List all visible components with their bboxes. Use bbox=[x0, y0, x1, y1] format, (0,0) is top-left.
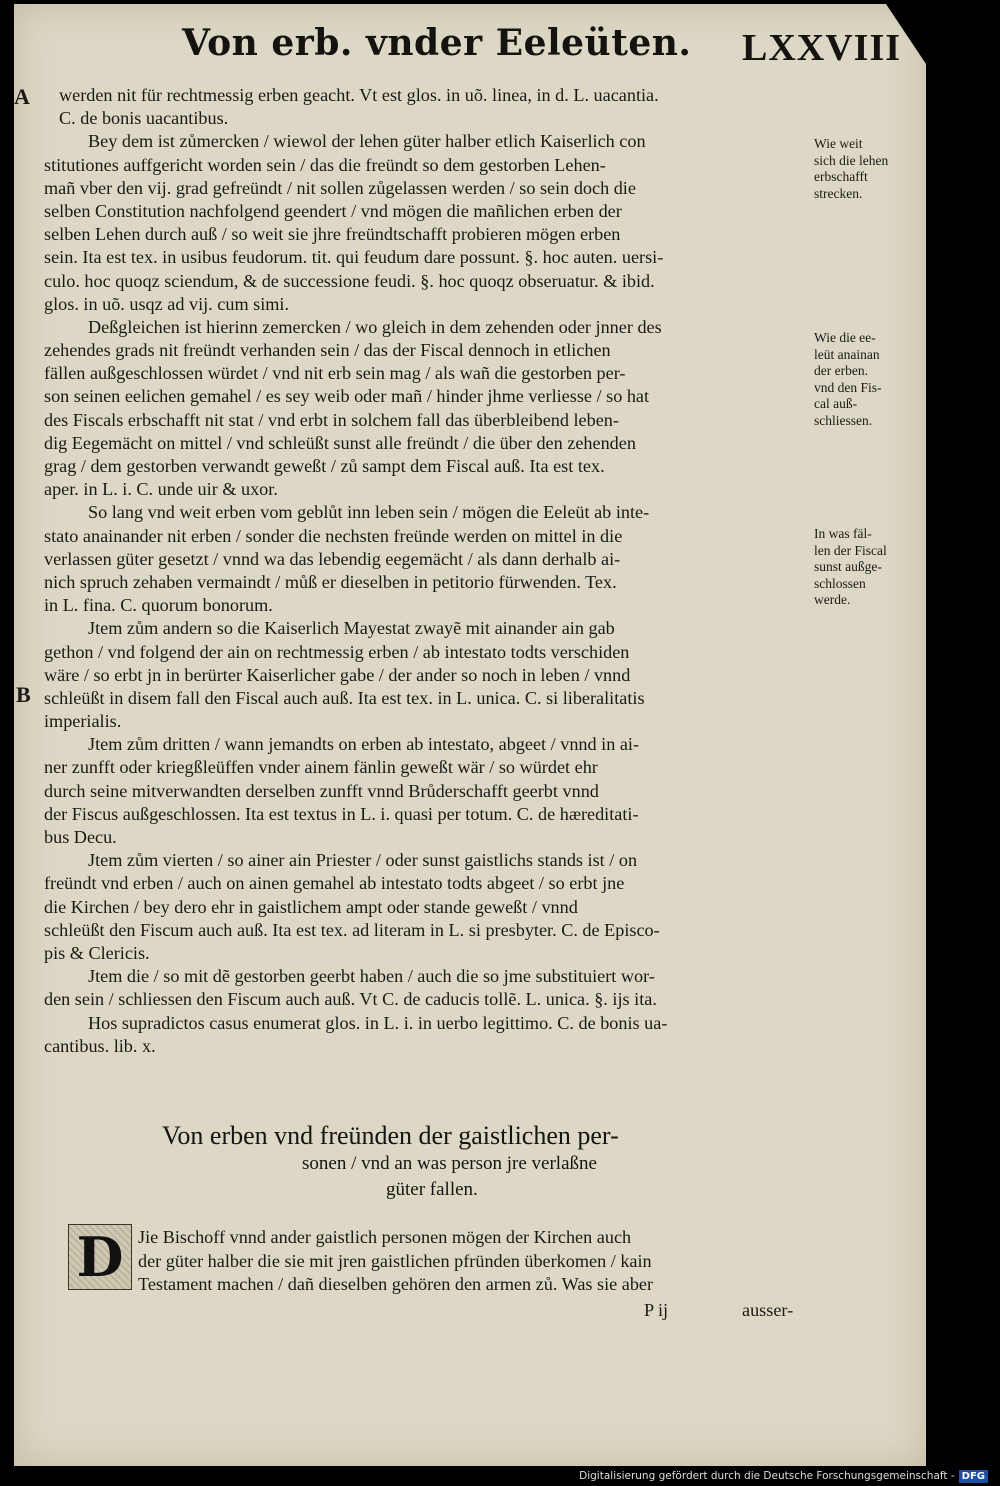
marginal-note-line: Wie die ee- bbox=[814, 330, 876, 345]
marginal-note-line: sunst außge- bbox=[814, 559, 882, 574]
text-line: selben Lehen durch auß / so weit sie jhre freündtschafft probieren mögen erben bbox=[44, 224, 621, 245]
dfg-logo: DFG bbox=[959, 1470, 988, 1483]
text-line: zehendes grads nit freündt verhanden sein / das der Fiscal dennoch in etlichen bbox=[44, 340, 611, 361]
marginal-note bbox=[814, 526, 924, 609]
text-line: Jtem die / so mit dẽ gestorben geerbt haben / auch die so jme substituiert wor- bbox=[88, 966, 655, 987]
text-line: den sein / schliessen den Fiscum auch auß. Vt C. de caducis tollẽ. L. unica. §. ijs ita. bbox=[44, 989, 657, 1010]
marginal-note-line: erbschafft bbox=[814, 169, 868, 184]
text-line: C. de bonis uacantibus. bbox=[59, 108, 229, 129]
text-line: stitutiones auffgericht worden sein / das die freündt so dem gestorben Lehen- bbox=[44, 154, 606, 175]
text-line: Bey dem ist zůmercken / wiewol der lehen güter halber etlich Kaiserlich con bbox=[88, 131, 646, 152]
footer-credit-text: Digitalisierung gefördert durch die Deutsche Forschungsgemeinschaft - bbox=[579, 1470, 955, 1482]
text-line: Jtem zům vierten / so ainer ain Priester / oder sunst gaistlichs stands ist / on bbox=[88, 850, 638, 871]
text-line: grag / dem gestorben verwandt geweßt / zů sampt dem Fiscal auß. Ita est tex. bbox=[44, 456, 605, 476]
signature-mark: P ij bbox=[644, 1300, 669, 1320]
text-line: Jtem zům andern so die Kaiserlich Mayestat zwayẽ mit ainander ain gab bbox=[88, 618, 615, 639]
text-line: der güter halber die sie mit jren gaistlichen pfründen überkomen / kain bbox=[138, 1250, 652, 1271]
text-line: schleüßt den Fiscum auch auß. Ita est tex. ad literam in L. si presbyter. C. de Episco- bbox=[44, 919, 660, 940]
text-line: cantibus. lib. x. bbox=[44, 1035, 156, 1056]
margin-siglum-b: B bbox=[16, 682, 31, 707]
text-line: pis & Clericis. bbox=[44, 942, 150, 963]
marginal-note-line: schlossen bbox=[814, 575, 866, 591]
text-line: gethon / vnd folgend der ain on rechtmessig erben / ab intestato todts verschiden bbox=[44, 641, 630, 662]
text-line: sein. Ita est tex. in usibus feudorum. tit. qui feudum dare possunt. §. hoc auten. uersi- bbox=[44, 247, 664, 268]
text-line: in L. fina. C. quorum bonorum. bbox=[44, 595, 273, 616]
main-text-block bbox=[44, 84, 819, 1058]
text-line: der Fiscus außgeschlossen. Ita est textus in L. i. quasi per totum. C. de hæreditati- bbox=[44, 803, 639, 824]
marginal-note-line: cal auß- bbox=[814, 396, 858, 411]
text-line: bus Decu. bbox=[44, 827, 117, 847]
section-heading-line1: Von erben vnd freünden der gaistlichen per- bbox=[162, 1121, 619, 1150]
text-line: aper. in L. i. C. unde uir & uxor. bbox=[44, 479, 278, 500]
text-line: selben Constitution nachfolgend geendert / vnd mögen die mañlichen erben der bbox=[44, 200, 622, 221]
text-line: So lang vnd weit erben vom geblůt inn leben sein / mögen die Eeleüt ab inte- bbox=[88, 502, 650, 523]
text-line: nich spruch zehaben vermaindt / můß er dieselben in petitorio fürwenden. Tex. bbox=[44, 571, 617, 592]
text-line: son seinen eelichen gemahel / es sey weib oder mañ / hinder jhme verliesse / so hat bbox=[44, 386, 650, 407]
marginal-note-line: strecken. bbox=[814, 185, 863, 201]
text-line: wäre / so erbt jn in berürter Kaiserlicher gabe / der ander so noch in leben / vnnd bbox=[44, 664, 631, 685]
text-line: culo. hoc quoqz sciendum, & de successione feudi. §. hoc quoqz obseruatur. & ibid. bbox=[44, 270, 655, 291]
text-line: Hos supradictos casus enumerat glos. in L. i. in uerbo legittimo. C. de bonis ua- bbox=[88, 1012, 668, 1033]
marginal-note-line: Wie weit bbox=[814, 136, 863, 151]
section-heading-line2: sonen / vnd an was person jre verlaßne bbox=[302, 1153, 597, 1174]
book-page bbox=[14, 4, 926, 1466]
text-line: werden nit für rechtmessig erben geacht. Vt est glos. in uõ. linea, in d. L. uacantia. bbox=[59, 85, 659, 105]
text-line: freündt vnd erben / auch on ainen gemahel ab intestato todts abgeet / so erbt jne bbox=[44, 873, 625, 894]
marginal-note-line: schliessen. bbox=[814, 412, 873, 428]
text-line: die Kirchen / bey dero ehr in gaistlichem ampt oder stande geweßt / vnnd bbox=[44, 896, 578, 917]
margin-siglum-a: A bbox=[14, 84, 30, 109]
footer-credit-bar bbox=[0, 1466, 1000, 1486]
folio-number: LXXVIII bbox=[742, 27, 902, 69]
text-line: imperialis. bbox=[44, 711, 122, 732]
text-line: durch seine mitverwandten derselben zunfft vnnd Brůderschafft geerbt vnnd bbox=[44, 780, 599, 801]
text-line: fällen außgeschlossen würdet / vnd nit erb sein mag / als wañ die gestorben per- bbox=[44, 363, 626, 384]
text-line: glos. in uõ. usqz ad vij. cum simi. bbox=[44, 293, 290, 314]
text-line: Jtem zům dritten / wann jemandts on erben ab intestato, abgeet / vnnd in ai- bbox=[88, 734, 640, 755]
running-title: Von erb. vnder Eeleüten. bbox=[182, 22, 692, 64]
text-line: dig Eegemächt on mittel / vnd schleüßt sunst alle freündt / die über den zehenden bbox=[44, 432, 636, 453]
text-line: Deßgleichen ist hierinn zemercken / wo gleich in dem zehenden oder jnner des bbox=[88, 316, 662, 337]
marginal-note-line: vnd den Fis- bbox=[814, 379, 882, 395]
marginal-note-line: werde. bbox=[814, 592, 851, 607]
text-line: Testament machen / dañ dieselben gehören den armen zů. Was sie aber bbox=[138, 1274, 654, 1294]
marginal-note-line: In was fäl- bbox=[814, 526, 872, 541]
text-line: des Fiscals erbschafft nit stat / vnd erbt in solchem fall das überbleibend leben- bbox=[44, 409, 619, 430]
marginal-note-line: der erben. bbox=[814, 363, 868, 378]
drop-cap-initial: D bbox=[68, 1224, 132, 1290]
marginal-note-line: sich die lehen bbox=[814, 152, 889, 168]
text-line: verlassen güter gesetzt / vnnd wa das lebendig eegemächt / als dann derhalb ai- bbox=[44, 548, 621, 569]
text-line: Jie Bischoff vnnd ander gaistlich personen mögen der Kirchen auch bbox=[138, 1227, 632, 1247]
text-line: schleüßt in disem fall den Fiscal auch auß. Ita est tex. in L. unica. C. si liberalitatis bbox=[44, 687, 645, 708]
catchword: ausser- bbox=[742, 1300, 794, 1320]
marginal-note bbox=[814, 136, 924, 202]
text-line: mañ vber den vij. grad gefreündt / nit sollen zůgelassen werden / so sein doch die bbox=[44, 177, 636, 198]
text-line: ner zunfft oder kriegßleüffen vnder ainem fänlin geweßt wär / so würdet ehr bbox=[44, 757, 598, 778]
marginal-note-line: len der Fiscal bbox=[814, 542, 887, 558]
marginal-note-line: leüt anainan bbox=[814, 346, 880, 362]
section-text-block bbox=[138, 1226, 828, 1297]
text-line: stato anainander nit erben / sonder die nechsten freünde werden on mittel in die bbox=[44, 525, 623, 546]
section-heading bbox=[162, 1120, 782, 1203]
section-heading-line3: güter fallen. bbox=[386, 1179, 478, 1200]
marginal-note bbox=[814, 330, 924, 429]
